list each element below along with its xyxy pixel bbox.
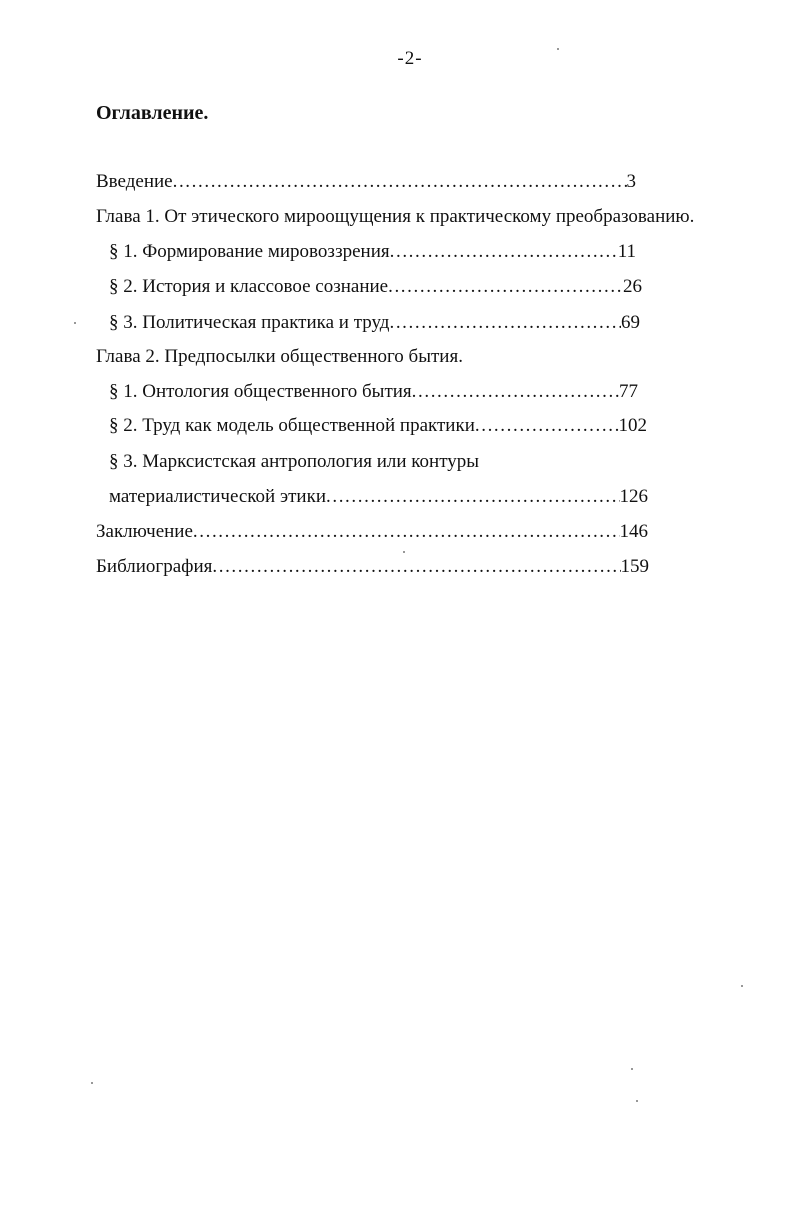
toc-entry-label: § 2. История и классовое сознание: [109, 276, 389, 297]
scan-speck: [741, 985, 743, 987]
scan-speck: [636, 1100, 638, 1102]
scan-speck: [631, 1068, 633, 1070]
toc-leader-dots: [326, 485, 620, 509]
toc-entry-ch2-s3: [109, 485, 648, 509]
toc-entry-page: 146: [619, 521, 648, 542]
toc-entry-bibliography: [96, 555, 649, 579]
toc-entry-page: 11: [617, 241, 636, 262]
toc-entry-conclusion: [96, 520, 648, 544]
scan-speck: [91, 1082, 93, 1084]
toc-entry-ch1-s3: [109, 311, 640, 335]
toc-entry-label: Введение: [96, 171, 173, 192]
toc-leader-dots: [212, 555, 620, 579]
toc-leader-dots: [388, 275, 623, 299]
toc-entry-label: § 1. Онтология общественного бытия: [109, 381, 412, 402]
toc-entry-page: 69: [621, 312, 640, 333]
toc-leader-dots: [389, 311, 621, 335]
toc-entry-page: 3: [626, 171, 636, 192]
toc-entry-ch2-s1: [109, 380, 638, 404]
toc-leader-dots: [193, 520, 620, 544]
toc-entry-page: 102: [618, 415, 647, 436]
toc-title: Оглавление.: [96, 102, 209, 124]
toc-entry-label: Библиография: [96, 556, 213, 577]
toc-chapter-2: Глава 2. Предпосылки общественного бытия.: [96, 346, 463, 367]
toc-entry-ch1-s2: [109, 275, 642, 299]
toc-entry-page: 126: [619, 486, 648, 507]
toc-entry-ch1-s1: [109, 240, 636, 264]
toc-leader-dots: [475, 414, 619, 438]
toc-entry-label: § 1. Формирование мировоззрения: [109, 241, 390, 262]
toc-entry-label: § 3. Политическая практика и труд: [109, 312, 390, 333]
toc-entry-intro: [96, 170, 636, 194]
toc-leader-dots: [173, 170, 627, 194]
toc-entry-label: § 2. Труд как модель общественной практики: [109, 415, 475, 436]
scan-speck: [557, 48, 559, 50]
toc-entry-page: 77: [619, 381, 638, 402]
scan-speck: [74, 322, 76, 324]
toc-chapter-1: Глава 1. От этического мироощущения к практическому преобразованию.: [96, 206, 695, 227]
page-number: -2-: [397, 48, 423, 69]
toc-entry-ch2-s2: [109, 414, 647, 438]
scan-speck: [403, 551, 405, 553]
toc-entry-label: Заключение: [96, 521, 193, 542]
toc-leader-dots: [390, 240, 618, 264]
toc-entry-page: 159: [620, 556, 649, 577]
toc-entry-ch2-s3-first-line: § 3. Марксистская антропология или контуры: [109, 451, 480, 472]
toc-entry-label: материалистической этики: [109, 486, 326, 507]
toc-leader-dots: [412, 380, 619, 404]
toc-entry-page: 26: [623, 276, 642, 297]
